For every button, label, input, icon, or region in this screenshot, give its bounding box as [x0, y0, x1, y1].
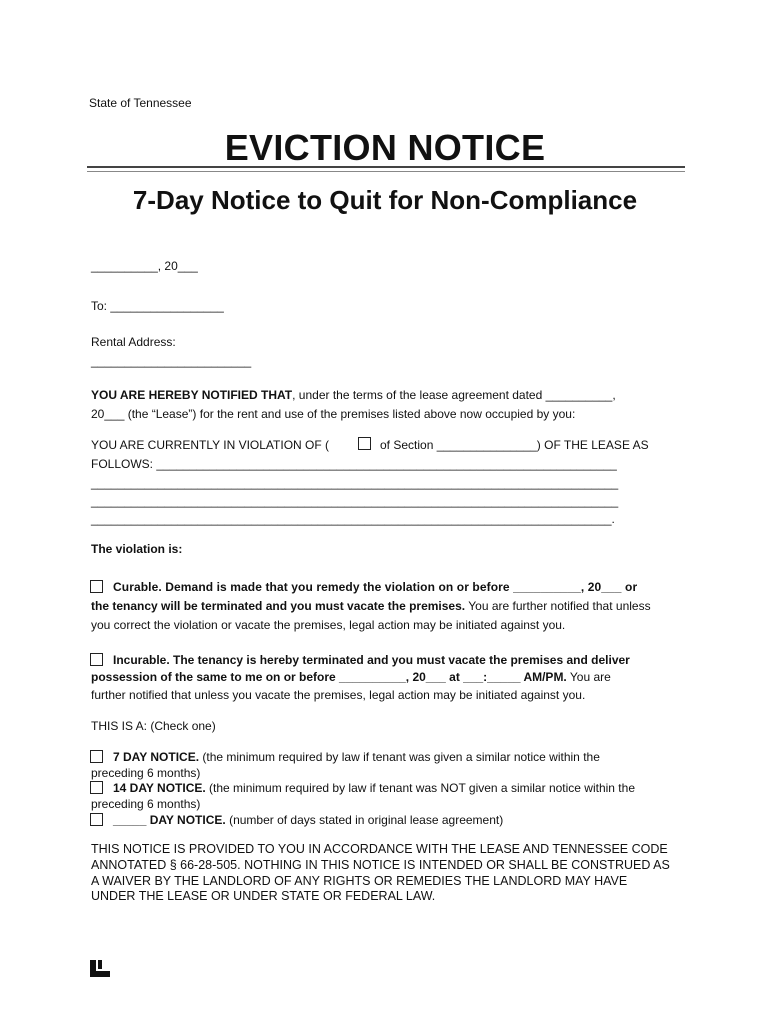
- fourteen-day-desc: (the minimum required by law if tenant was NOT given a similar notice within the: [205, 781, 635, 795]
- closing-line: THIS NOTICE IS PROVIDED TO YOU IN ACCORDANCE WITH THE LEASE AND TENNESSEE CODE: [91, 842, 668, 856]
- rental-address-label: Rental Address:: [91, 335, 176, 349]
- curable-line-2-rest: You are further notified that unless: [465, 599, 651, 613]
- notified-line-2: 20___ (the “Lease”) for the rent and use of the premises listed above now occupied by you:: [91, 407, 576, 421]
- closing-line: A WAIVER BY THE LANDLORD OF ANY RIGHTS OR REMEDIES THE LANDLORD MAY HAVE: [91, 874, 628, 888]
- document-title: EVICTION NOTICE: [224, 127, 546, 168]
- state-line: State of Tennessee: [89, 96, 192, 110]
- incurable-line-2-rest: You are: [566, 670, 611, 684]
- violation-follows-line[interactable]: FOLLOWS: _____________________________________________________________________: [91, 457, 617, 471]
- incurable-line-3: further notified that unless you vacate the premises, legal action may be initiated against you.: [91, 688, 586, 702]
- curable-line-2-bold: the tenancy will be terminated and you must vacate the premises.: [91, 599, 466, 613]
- curable-line-3: you correct the violation or vacate the premises, legal action may be initiated against you.: [91, 618, 566, 632]
- date-field[interactable]: __________, 20___: [91, 259, 198, 273]
- closing-line: UNDER THE LEASE OR UNDER STATE OR FEDERAL LAW.: [91, 889, 436, 903]
- seven-day-desc-cont: preceding 6 months): [91, 766, 201, 780]
- document-subtitle: 7-Day Notice to Quit for Non-Compliance: [132, 185, 638, 215]
- seven-day-checkbox[interactable]: [90, 750, 103, 763]
- title-rule-thick: [87, 166, 685, 168]
- seven-day-label: 7 DAY NOTICE.: [113, 750, 200, 764]
- incurable-checkbox[interactable]: [90, 653, 103, 666]
- check-one-label: THIS IS A: (Check one): [91, 719, 216, 733]
- curable-line-1: Curable. Demand is made that you remedy the violation on or before __________, 20___ or: [113, 580, 638, 594]
- violation-blank-line[interactable]: _______________________________________________________________________________: [91, 494, 619, 508]
- violation-of-part1: YOU ARE CURRENTLY IN VIOLATION OF (: [91, 438, 330, 452]
- violation-heading: The violation is:: [91, 542, 183, 556]
- incurable-line-1: Incurable. The tenancy is hereby terminated and you must vacate the premises and deliver: [113, 653, 630, 667]
- custom-day-checkbox[interactable]: [90, 813, 103, 826]
- rental-address-field[interactable]: ________________________: [91, 354, 252, 368]
- seven-day-desc: (the minimum required by law if tenant was given a similar notice within the: [199, 750, 600, 764]
- custom-day-option: [113, 811, 503, 829]
- title-rule-thin: [87, 171, 685, 172]
- violation-of-part2: of Section _______________) OF THE LEASE AS: [380, 438, 649, 452]
- incurable-line-2: [91, 668, 611, 686]
- brand-logo-icon: [90, 960, 110, 977]
- notified-line-1: [91, 386, 616, 404]
- fourteen-day-desc-cont: preceding 6 months): [91, 797, 201, 811]
- notified-line-1-rest: , under the terms of the lease agreement dated __________,: [292, 388, 616, 402]
- custom-day-desc: (number of days stated in original lease agreement): [225, 813, 504, 827]
- violation-blank-line[interactable]: _______________________________________________________________________________: [91, 476, 619, 490]
- notified-lead: YOU ARE HEREBY NOTIFIED THAT: [91, 388, 293, 402]
- curable-line-2: [91, 597, 651, 615]
- fourteen-day-checkbox[interactable]: [90, 781, 103, 794]
- section-checkbox[interactable]: [358, 437, 371, 450]
- fourteen-day-label: 14 DAY NOTICE.: [113, 781, 206, 795]
- to-field[interactable]: To: _________________: [91, 299, 224, 313]
- closing-line: ANNOTATED § 66-28-505. NOTHING IN THIS NOTICE IS INTENDED OR SHALL BE CONSTRUED AS: [91, 858, 670, 872]
- custom-day-label: _____ DAY NOTICE.: [113, 813, 226, 827]
- violation-blank-line[interactable]: ______________________________________________________________________________.: [91, 512, 615, 526]
- curable-checkbox[interactable]: [90, 580, 103, 593]
- incurable-line-2-bold: possession of the same to me on or before __________, 20___ at ___:_____ AM/PM.: [91, 670, 567, 684]
